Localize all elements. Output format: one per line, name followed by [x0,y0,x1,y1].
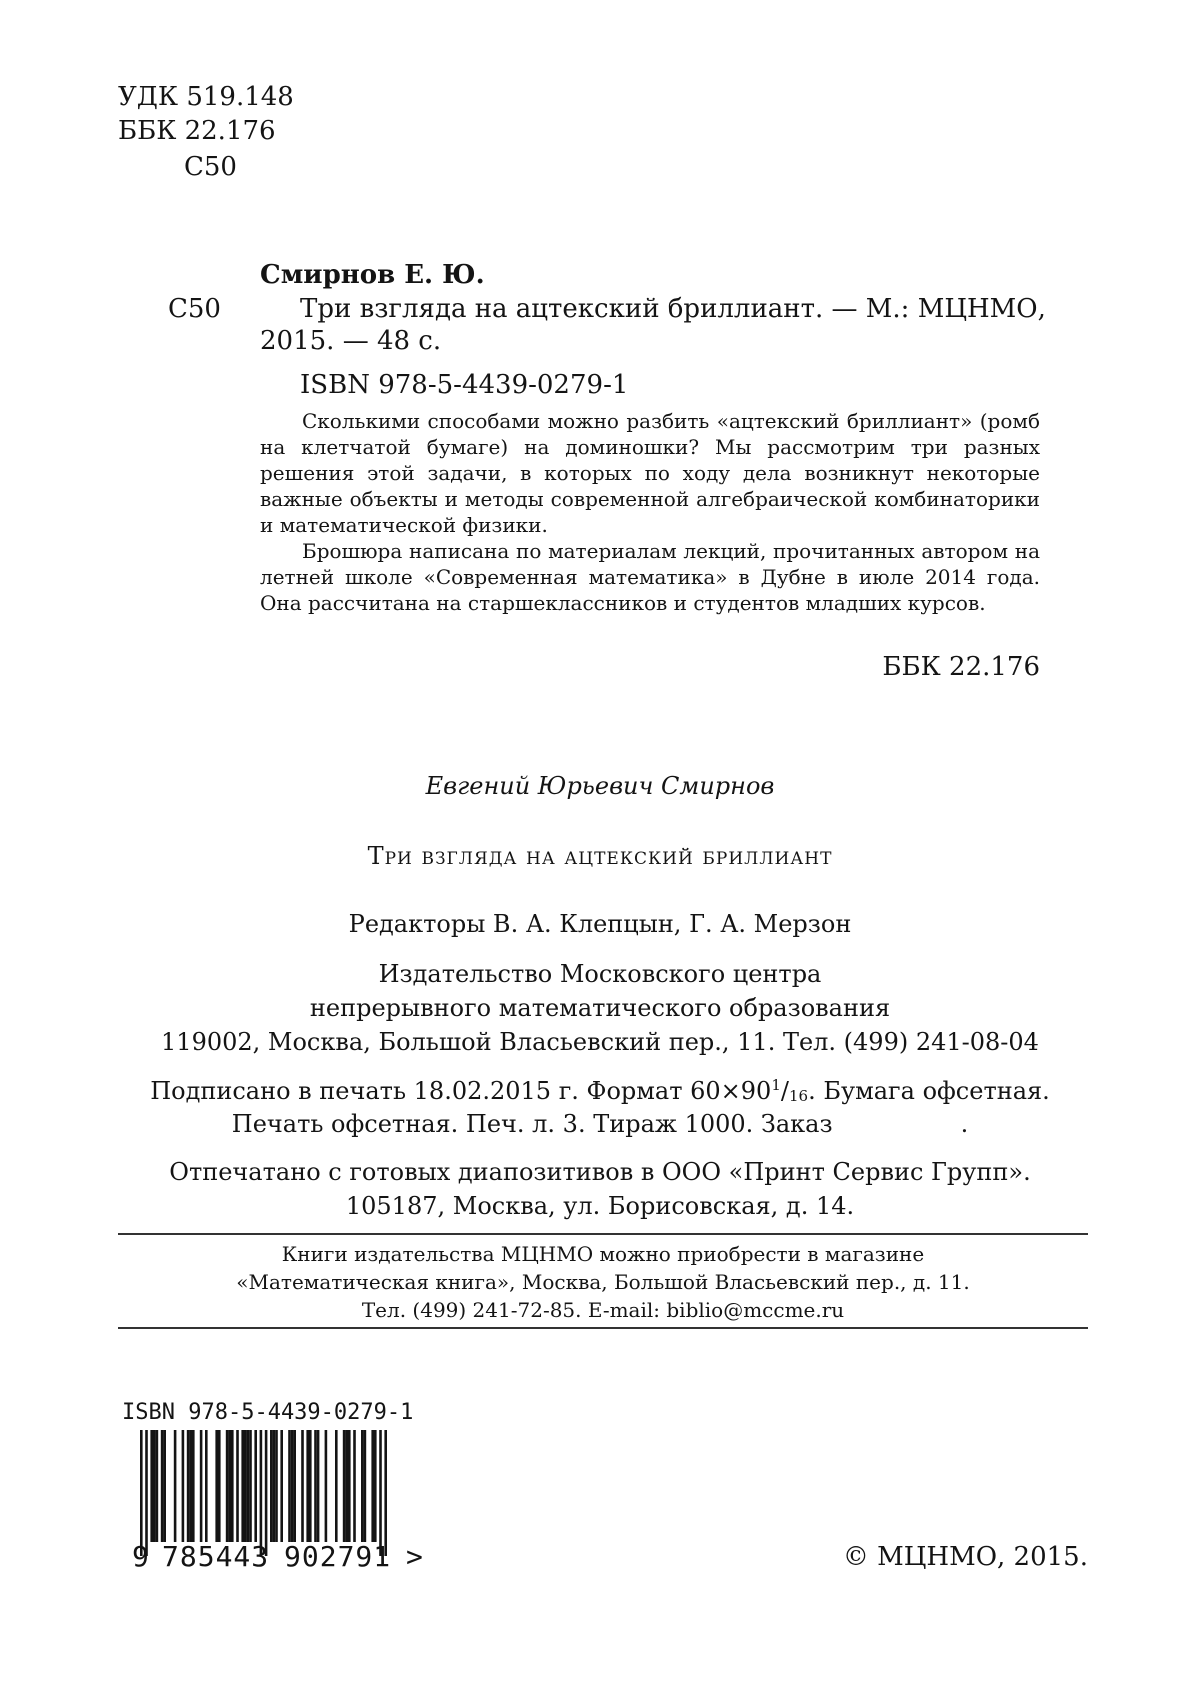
barcode-bar [361,1430,364,1542]
barcode-bar [260,1430,263,1556]
barcode-bar [153,1430,156,1542]
barcode-digits-left: 785443 [162,1540,270,1573]
barcode-bar [231,1430,234,1542]
barcode-bar [192,1430,195,1542]
barcode-bar [325,1430,328,1542]
barcode-isbn-label: ISBN 978-5-4439-0279-1 [122,1400,414,1425]
barcode-bar [384,1430,387,1556]
barcode-bar [174,1430,177,1542]
print-line [0,1110,1200,1138]
barcode-digits-right: 902791 [284,1540,392,1573]
abstract-paragraph-1: Сколькими способами можно разбить «ацтекский бриллиант» (ромб на клетчатой бумаге) на доминошки? Мы рассмотрим три разных решения этой задачи, в которых по ходу дела возникнут некоторые важные объекты и методы современной алгебраической комбинаторики и математической физики. [260,409,1040,537]
barcode-bar [309,1430,312,1542]
barcode-bar [236,1430,239,1542]
barcode-bar [364,1430,367,1542]
bib-author-mark: С50 [168,294,221,324]
barcode-bar [288,1430,291,1542]
barcode-bar [205,1430,208,1542]
barcode-bar [335,1430,338,1542]
publisher-address: 119002, Москва, Большой Власьевский пер., 11. Тел. (499) 241-08-04 [161,1028,1039,1056]
barcode-bar [156,1430,159,1542]
publisher-line1: Издательство Московского центра [378,960,822,988]
signed-prefix: Подписано в печать 18.02.2015 г. Формат 60×90 [150,1077,772,1105]
barcode-digit-first: 9 [132,1540,150,1573]
author-mark: С50 [184,152,237,182]
barcode-bar [374,1430,377,1542]
print-details: Печать офсетная. Печ. л. 3. Тираж 1000. Заказ [231,1110,833,1138]
barcode-bar [247,1430,250,1542]
bib-author: Смирнов Е. Ю. [260,260,485,290]
barcode-bar [345,1430,348,1542]
divider-bottom [118,1327,1088,1329]
barcode-bar [270,1430,273,1542]
format-numerator: 1 [771,1076,781,1094]
barcode-bar [275,1430,278,1542]
barcode-bar [353,1430,356,1542]
barcode-end-mark: > [406,1540,424,1573]
abstract-paragraph-2: Брошюра написана по материалам лекций, прочитанных автором на летней школе «Современная математика» в Дубне в июле 2014 года. Она рассчитана на старшеклассников и студентов младших курсов. [260,539,1040,615]
publisher-line2: непрерывного математического образования [309,994,891,1022]
signed-line: Подписано в печать 18.02.2015 г. Формат $60\times 90^1/_{16}$. Бумага офсетная. [150,1076,1050,1105]
barcode-bar [182,1430,185,1542]
barcode-bar [280,1430,283,1542]
barcode-bar [317,1430,320,1542]
barcode-bar [163,1430,166,1542]
shop-info [118,1240,1088,1324]
barcode-bar [265,1430,268,1556]
udk-code: УДК 519.148 [118,82,294,112]
barcode-bar [244,1430,247,1542]
barcode-bar [371,1430,374,1542]
divider-top [118,1233,1088,1235]
barcode-bar [254,1430,257,1542]
barcode-bar [306,1430,309,1542]
printer-line2: 105187, Москва, ул. Борисовская, д. 14. [345,1192,855,1220]
book-title: Три взгляда на ацтекский бриллиант [367,842,833,870]
printer-line1: Отпечатано с готовых диапозитивов в ООО «Принт Сервис Групп». [169,1158,1031,1186]
barcode-bar [150,1430,153,1542]
barcode-bar [301,1430,304,1542]
barcode-bar [145,1430,148,1556]
shop-line3: Тел. (499) 241-72-85. E-mail: biblio@mccme.ru [361,1298,845,1322]
barcode-bar [161,1430,164,1542]
barcode-bar [291,1430,294,1542]
bib-isbn: ISBN 978-5-4439-0279-1 [300,370,629,400]
bib-title-line1: Три взгляда на ацтекский бриллиант. — М.: МЦНМО, [300,294,1046,324]
bbk-right: ББК 22.176 [882,652,1040,682]
editors: Редакторы В. А. Клепцын, Г. А. Мерзон [348,910,852,938]
bbk-code: ББК 22.176 [118,116,276,146]
barcode-bar [379,1430,382,1556]
print-end: . [960,1110,969,1138]
barcode-bar [348,1430,351,1542]
barcode-bar [200,1430,203,1542]
barcode-bar [215,1430,218,1542]
barcode-bar [249,1430,252,1542]
shop-line1: Книги издательства МЦНМО можно приобрести в магазине [281,1242,925,1266]
barcode-bar [226,1430,229,1542]
barcode-bar [140,1430,143,1556]
barcode-bar [293,1430,296,1542]
barcode-bar [273,1430,276,1542]
barcode-bar [218,1430,221,1542]
barcode-bar [314,1430,317,1542]
shop-line2: «Математическая книга», Москва, Большой Власьевский пер., д. 11. [236,1270,970,1294]
signed-suffix: . Бумага офсетная. [808,1077,1050,1105]
abstract [260,408,1040,616]
barcode-bar [343,1430,346,1542]
barcode-bar [228,1430,231,1542]
barcode-bar [187,1430,190,1542]
barcode-bar [189,1430,192,1542]
author-full-name: Евгений Юрьевич Смирнов [425,772,775,800]
copyright: © МЦНМО, 2015. [842,1542,1088,1572]
barcode-bar [241,1430,244,1542]
format-denominator: 16 [788,1087,809,1105]
bib-title-line2: 2015. — 48 с. [260,326,442,356]
